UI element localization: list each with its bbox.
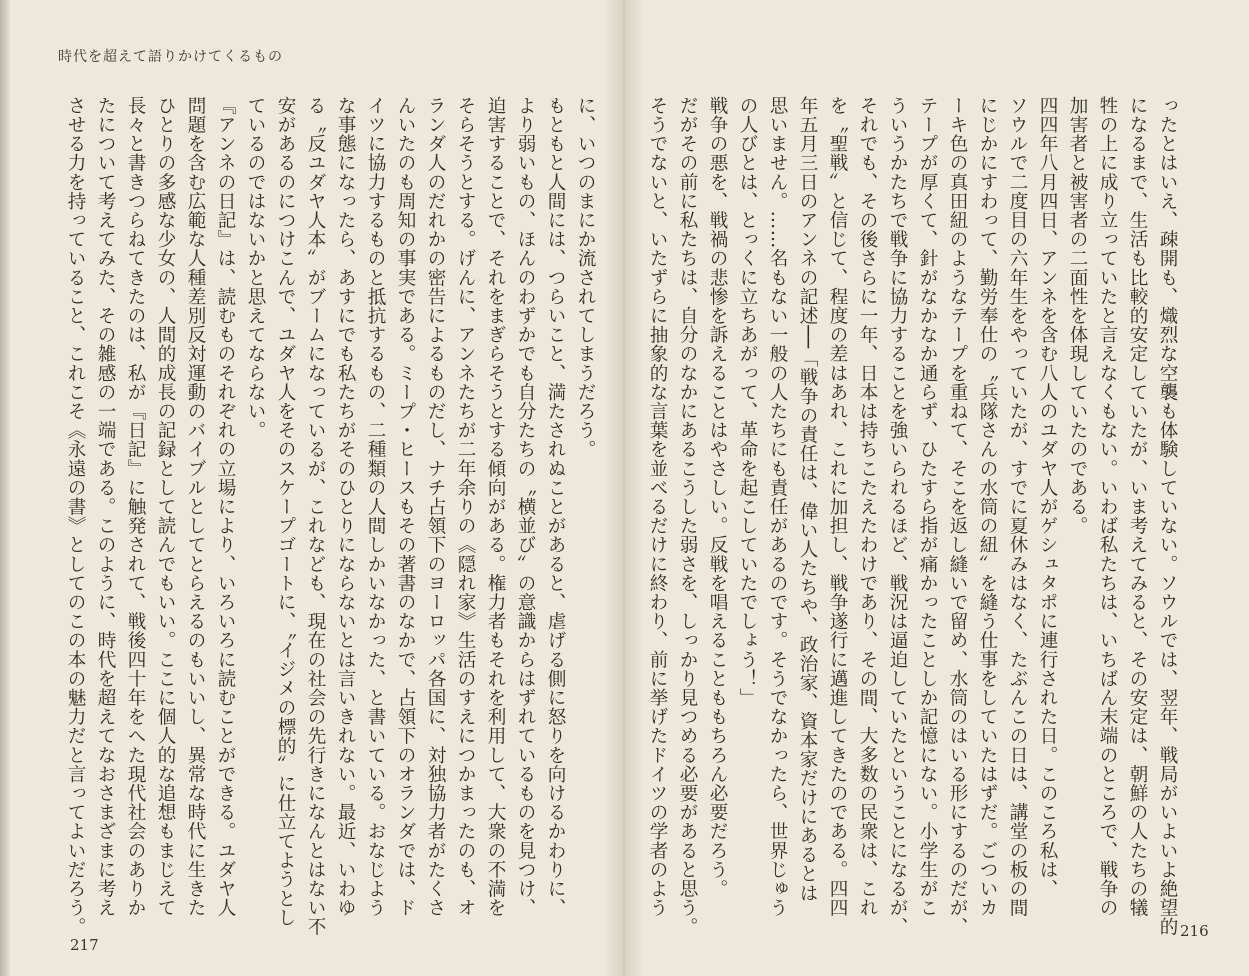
text-line: ったとはいえ、疎開も、熾烈な空襲も体験していない。ソウルでは、翌年、戦局がいよいよ絶望的 bbox=[1157, 96, 1178, 937]
text-line: 四四年八月四日、アンネを含む八人のユダヤ人がゲシュタポに連行された日。このころ私は、 bbox=[1037, 96, 1058, 899]
text-line: になるまで、生活も比較的安定していたが、いま考えてみると、その安定は、朝鮮の人たちの犠 bbox=[1127, 96, 1148, 918]
text-line: 長々と書きつらねてきたのは、私が『日記』に触発されて、戦後四十年をへた現代社会のありか bbox=[125, 96, 146, 918]
book-gutter bbox=[604, 0, 644, 976]
text-line: 戦争の悪を、戦禍の悲惨を訴えることはやさしい。反戦を唱えることももちろん必要だろう。 bbox=[707, 96, 728, 899]
text-line: な事態になったら、あすにでも私たちがそのひとりにならないとは言いきれない。最近、いわゆ bbox=[335, 96, 356, 918]
text-line: る〝反ユダヤ人本〟がブームになっているが、これなども、現在の社会の先行きになんとはない不 bbox=[305, 96, 326, 937]
text-line: そらそうとする。げんに、アンネたちが二年余りの《隠れ家》生活のすえにつかまったのも、オ bbox=[455, 96, 476, 918]
text-line: 問題を含む広範な人種差別反対運動のバイブルとしてとらえるのもいいし、異常な時代に生きた bbox=[185, 96, 206, 918]
text-line: させる力を持っていること、これこそ《永遠の書》としてのこの本の魅力だと言ってよいだろう。 bbox=[65, 96, 86, 937]
text-line: にじかにすわって、勤労奉仕の〝兵隊さんの水筒の紐〟を縫う仕事をしていたはずだ。ごついカ bbox=[977, 96, 998, 918]
text-line: 『アンネの日記』は、読むものそれぞれの立場により、いろいろに読むことができる。ユダヤ人 bbox=[215, 96, 236, 918]
text-line: テープが厚くて、針がなかなか通らず、ひたすら指が痛かったことしか記憶にない。小学生がこ bbox=[917, 96, 938, 918]
text-line: ひとりの多感な少女の、人間的成長の記録として読んでもいい。ここに個人的な追想もまじえて bbox=[155, 96, 176, 918]
page-number-right: 216 bbox=[1180, 922, 1209, 940]
text-line: ているのではないかと思えてならない。 bbox=[245, 96, 266, 440]
text-line: 年五月三日のアンネの記述──「戦争の責任は、偉い人たちや、政治家、資本家だけにあるとは bbox=[797, 96, 818, 903]
text-line: それでも、その後さらに一年、日本は持ちこたえたわけであり、その間、大多数の民衆は、これ bbox=[857, 96, 878, 918]
text-line: より弱いもの、ほんのわずかでも自分たちの〝横並び〟の意識からはずれているものを見つけ、 bbox=[515, 96, 536, 918]
text-line: イツに協力するものと抵抗するもの、二種類の人間しかいなかった、と書いている。おなじよう bbox=[365, 96, 386, 918]
text-line: ランダ人のだれかの密告によるものだし、ナチ占領下のヨーロッパ各国に、対独協力者がたくさ bbox=[425, 96, 446, 918]
text-line: ういうかたちで戦争に協力することを強いられるほど、戦況は逼迫していたということになるが、 bbox=[887, 96, 908, 937]
text-line: 加害者と被害者の二面性を体現していたのである。 bbox=[1067, 96, 1088, 536]
left-page-body bbox=[60, 96, 600, 937]
page-number-left: 217 bbox=[70, 936, 99, 954]
text-line: 牲の上に成り立っていたと言えなくもない。いわば私たちは、いちばん末端のところで、戦争の bbox=[1097, 96, 1118, 918]
text-line: だがその前に私たちは、自分のなかにあるこうした弱さを、しっかり見つめる必要があると思う。 bbox=[677, 96, 698, 937]
text-line: もともと人間には、つらいこと、満たされぬことがあると、虐げる側に怒りを向けるかわりに、 bbox=[545, 96, 566, 918]
text-line: 思いません。……名もない一般の人たちにも責任があるのです。そうでなかったら、世界じゅう bbox=[767, 96, 788, 918]
text-line: に、いつのまにか流されてしまうだろう。 bbox=[575, 96, 596, 459]
text-line: たについて考えてみた、その雑感の一端である。このように、時代を超えてなおさまざまに考え bbox=[95, 96, 116, 918]
text-line: ーキ色の真田紐のようなテープを重ねて、そこを返し縫いで留め、水筒のはいる形にするのだが、 bbox=[947, 96, 968, 937]
running-head: 時代を超えて語りかけてくるもの bbox=[58, 49, 283, 65]
text-line: 迫害することで、それをまぎらそうとする傾向がある。権力者もそれを利用して、大衆の不満を bbox=[485, 96, 506, 918]
page-edge-shadow bbox=[0, 0, 10, 976]
text-line: ソウルで二度目の六年生をやっていたが、すでに夏休みはなく、たぶんこの日は、講堂の板の間 bbox=[1007, 96, 1028, 918]
text-line: んいたのも周知の事実である。ミープ・ヒースもその著書のなかで、占領下のオランダでは、ド bbox=[395, 96, 416, 918]
right-page-body bbox=[647, 96, 1182, 937]
text-line: 安があるのにつけこんで、ユダヤ人をそのスケープゴートに、〝イジメの標的〟に仕立てようとし bbox=[275, 96, 296, 928]
text-line: の人びとは、とっくに立ちあがって、革命を起こしていたでしょう！」 bbox=[737, 96, 758, 708]
text-line: そうでないと、いたずらに抽象的な言葉を並べるだけに終わり、前に挙げたドイツの学者のよう bbox=[647, 96, 668, 918]
text-line: を〝聖戦〟と信じて、程度の差はあれ、これに加担し、戦争遂行に邁進してきたのである。四四 bbox=[827, 96, 848, 918]
